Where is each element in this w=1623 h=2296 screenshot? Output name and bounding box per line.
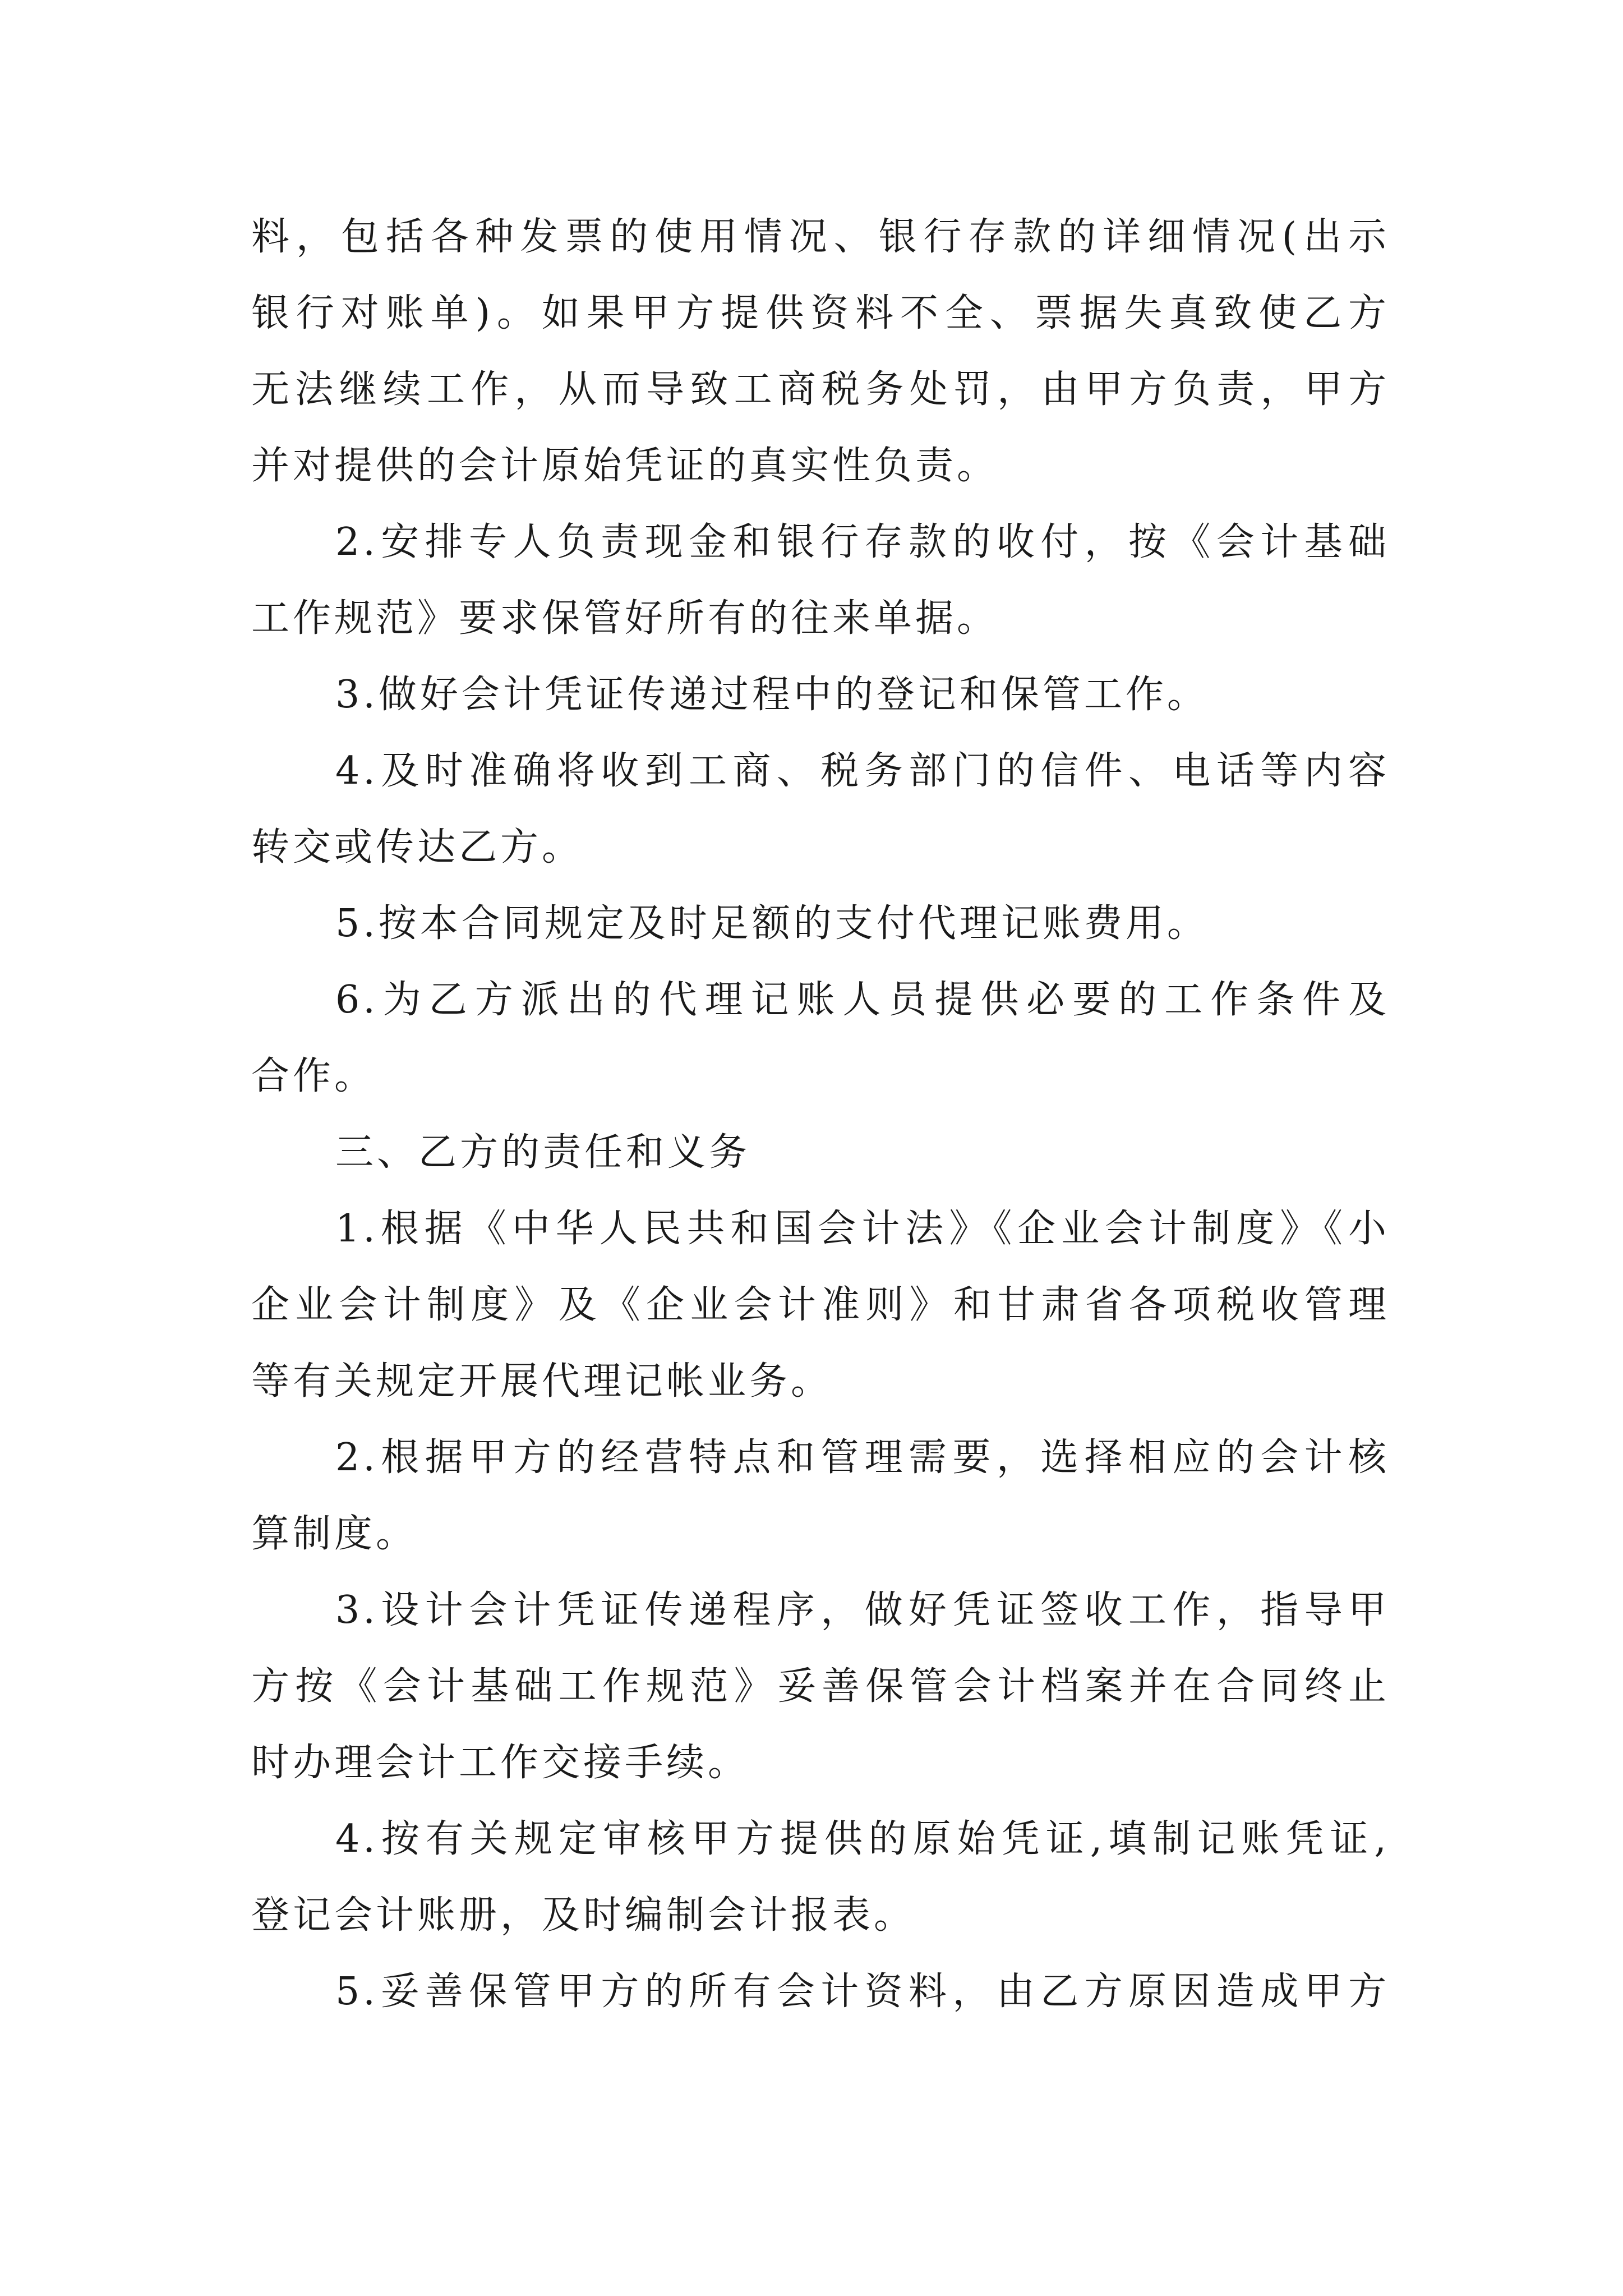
- text-line: 工作规范》要求保管好所有的往来单据。: [251, 596, 999, 641]
- text-line: 1.根据《中华人民共和国会计法》《企业会计制度》《小: [335, 1207, 1390, 1251]
- text-line: 料，包括各种发票的使用情况、银行存款的详细情况(出示: [251, 215, 1390, 259]
- text-line: 并对提供的会计原始凭证的真实性负责。: [251, 444, 999, 488]
- text-line: 时办理会计工作交接手续。: [251, 1741, 750, 1785]
- text-line: 算制度。: [251, 1512, 418, 1556]
- text-line: 2.安排专人负责现金和银行存款的收付，按《会计基础: [335, 520, 1390, 564]
- section-heading: 三、乙方的责任和义务: [335, 1130, 751, 1175]
- text-line: 3.设计会计凭证传递程序，做好凭证签收工作，指导甲: [335, 1588, 1390, 1632]
- text-line: 合作。: [251, 1054, 376, 1098]
- text-line: 银行对账单)。如果甲方提供资料不全、票据失真致使乙方: [251, 291, 1390, 335]
- text-line: 6.为乙方派出的代理记账人员提供必要的工作条件及: [335, 978, 1390, 1022]
- text-line: 企业会计制度》及《企业会计准则》和甘肃省各项税收管理: [251, 1283, 1390, 1327]
- text-line: 无法继续工作，从而导致工商税务处罚，由甲方负责，甲方: [251, 367, 1390, 412]
- text-line: 等有关规定开展代理记帐业务。: [251, 1359, 833, 1404]
- text-line: 5.按本合同规定及时足额的支付代理记账费用。: [335, 901, 1209, 946]
- text-line: 5.妥善保管甲方的所有会计资料，由乙方原因造成甲方: [335, 1970, 1390, 2014]
- document-body: [251, 199, 1390, 2030]
- text-line: 登记会计账册，及时编制会计报表。: [251, 1893, 916, 1938]
- text-line: 4.按有关规定审核甲方提供的原始凭证,填制记账凭证,: [335, 1817, 1390, 1861]
- text-line: 2.根据甲方的经营特点和管理需要，选择相应的会计核: [335, 1435, 1390, 1480]
- text-line: 转交或传达乙方。: [251, 825, 584, 869]
- text-line: 3.做好会计凭证传递过程中的登记和保管工作。: [335, 673, 1209, 717]
- text-line: 方按《会计基础工作规范》妥善保管会计档案并在合同终止: [251, 1664, 1390, 1709]
- text-line: 4.及时准确将收到工商、税务部门的信件、电话等内容: [335, 749, 1390, 793]
